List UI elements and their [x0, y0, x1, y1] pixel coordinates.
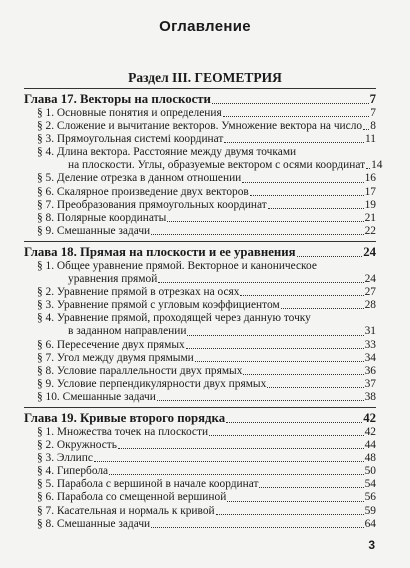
dot-leader: [158, 282, 363, 283]
toc-entry-page: 27: [364, 286, 376, 299]
toc-entry-page: 8: [370, 120, 376, 133]
toc-entry-text: уравнения прямой: [68, 273, 158, 286]
toc-entry: [24, 133, 376, 146]
chapter-heading: [24, 241, 376, 260]
toc-entry-text: § 1. Общее уравнение прямой. Векторное и каноническое: [37, 259, 317, 272]
toc-entry-text: § 2. Уравнение прямой в отрезках на осях: [37, 286, 240, 299]
toc-entry-text: § 5. Деление отрезка в данном отношении: [37, 172, 242, 185]
toc-entry-text: § 3. Прямоугольная системі координат: [37, 133, 224, 146]
toc-entry-text: § 10. Смешанные задачи: [37, 390, 156, 403]
toc-entry-page: 59: [364, 504, 376, 517]
toc-entry-page: 50: [364, 465, 376, 478]
dot-leader: [227, 501, 363, 502]
toc-entry-text: § 4. Длина вектора. Расстояние между двумя точками: [37, 146, 297, 159]
toc-entry-page: 54: [364, 478, 376, 491]
page-number: 3: [368, 538, 375, 552]
toc-entry-text: § 9. Смешанные задачи: [37, 224, 151, 237]
dot-leader: [224, 142, 364, 143]
dot-leader: [259, 487, 363, 488]
toc-entry-text: § 7. Касательная и нормаль к кривой: [37, 504, 215, 517]
toc-entry-page: 31: [364, 325, 376, 338]
dot-leader: [209, 435, 364, 436]
toc-entry-text: в заданном направлении: [68, 325, 187, 338]
toc-entry-page: 11: [365, 133, 376, 146]
toc-entry-text: § 1. Множества точек на плоскости: [37, 425, 209, 438]
chapter-title: Глава 18. Прямая на плоскости и ее уравнения: [24, 244, 296, 259]
chapter-page: 42: [363, 410, 376, 425]
dot-leader: [268, 208, 364, 209]
toc-entry: [24, 505, 376, 518]
dot-leader: [216, 514, 364, 515]
toc-entry-page: 33: [364, 338, 376, 351]
dot-leader: [195, 361, 364, 362]
toc-entry: [24, 365, 376, 378]
dot-leader: [187, 335, 363, 336]
toc-entry: [24, 186, 376, 199]
dot-leader: [281, 308, 364, 309]
toc-entry-page: 14: [371, 159, 383, 172]
toc-entry-text: § 4. Уравнение прямой, проходящей через данную точку: [37, 312, 311, 325]
dot-leader: [363, 129, 369, 130]
dot-leader: [157, 400, 364, 401]
toc-entry: [24, 212, 376, 225]
chapter-heading: [24, 407, 376, 426]
toc-entry-text: на плоскости. Углы, образуемые вектором с осями координат: [68, 159, 366, 172]
toc-entry: [24, 391, 376, 404]
toc-entry: [24, 159, 383, 172]
toc-entry-text: § 2. Окружность: [37, 439, 117, 452]
toc-entry-text: § 7. Преобразования прямоугольных координат: [37, 198, 267, 211]
dot-leader: [243, 374, 363, 375]
toc-entry-text: § 3. Эллипс: [37, 452, 93, 465]
toc-entry-page: 24: [364, 273, 376, 286]
chapter-title: Глава 17. Векторы на плоскости: [24, 92, 211, 106]
dot-leader: [186, 348, 364, 349]
toc-entry-text: § 6. Парабола со смещенной вершиной: [37, 491, 227, 504]
toc-entry: [24, 352, 376, 365]
toc-entry-text: § 6. Пересечение двух прямых: [37, 338, 185, 351]
table-of-contents: [24, 88, 383, 531]
chapter-heading: [24, 88, 376, 107]
toc-entry: [24, 107, 376, 120]
toc-entry: [24, 120, 376, 133]
dot-leader: [94, 461, 364, 462]
toc-entry: [24, 199, 376, 212]
toc-entry-text: § 7. Угол между двумя прямыми: [37, 351, 194, 364]
toc-entry-page: 37: [364, 377, 376, 390]
toc-entry-text: § 3. Уравнение прямой с угловым коэффициентом: [37, 299, 280, 312]
toc-entry-page: 28: [364, 299, 376, 312]
toc-entry-page: 19: [364, 198, 376, 211]
toc-entry: [24, 312, 376, 325]
chapter-page: 7: [369, 92, 376, 106]
toc-entry-text: § 9. Условие перпендикулярности двух прямых: [37, 377, 267, 390]
dot-leader: [240, 295, 363, 296]
toc-entry: [24, 378, 376, 391]
toc-entry-page: 16: [364, 172, 376, 185]
toc-entry-page: 17: [364, 185, 376, 198]
toc-entry: [24, 146, 376, 159]
toc-entry: [24, 426, 376, 439]
toc-entry: [24, 339, 376, 352]
toc-entry: [24, 491, 376, 504]
toc-entry: [24, 439, 376, 452]
toc-entry: [24, 172, 376, 185]
toc-entry-page: 38: [364, 390, 376, 403]
section-title: Раздел III. ГЕОМЕТРИЯ: [128, 70, 282, 85]
toc-entry: [24, 452, 376, 465]
toc-entry-page: 36: [364, 364, 376, 377]
dot-leader: [118, 448, 364, 449]
toc-entry-text: § 5. Парабола с вершиной в начале координат: [37, 478, 259, 491]
toc-entry: [24, 273, 376, 286]
dot-leader: [151, 527, 363, 528]
toc-entry: [24, 478, 376, 491]
dot-leader: [250, 195, 364, 196]
dot-leader: [212, 103, 369, 104]
toc-entry-page: 44: [364, 439, 376, 452]
toc-entry-page: 22: [364, 224, 376, 237]
toc-entry-page: 56: [364, 491, 376, 504]
dot-leader: [242, 182, 363, 183]
toc-entry-page: 64: [364, 517, 376, 530]
chapter-title: Глава 19. Кривые второго порядка: [24, 410, 226, 425]
page-title: Оглавление: [159, 18, 251, 35]
toc-entry-text: § 6. Скалярное произведение двух векторов: [37, 185, 249, 198]
dot-leader: [366, 168, 370, 169]
toc-entry-page: 7: [370, 107, 376, 119]
toc-entry: [24, 225, 376, 238]
toc-entry-page: 21: [364, 211, 376, 224]
toc-entry: [24, 286, 376, 299]
toc-entry-text: § 8. Смешанные задачи: [37, 517, 151, 530]
dot-leader: [267, 387, 363, 388]
toc-entry-text: § 1. Основные понятия и определения: [37, 107, 222, 119]
toc-entry-page: 48: [364, 452, 376, 465]
toc-entry: [24, 260, 376, 273]
chapter-page: 24: [363, 244, 376, 259]
dot-leader: [167, 221, 363, 222]
dot-leader: [226, 422, 362, 423]
toc-entry: [24, 518, 376, 531]
toc-entry: [24, 299, 376, 312]
toc-entry-text: § 8. Условие параллельности двух прямых: [37, 364, 243, 377]
toc-entry-text: § 8. Полярные координаты: [37, 211, 167, 224]
dot-leader: [223, 116, 370, 117]
dot-leader: [297, 256, 363, 257]
toc-entry-text: § 2. Сложение и вычитание векторов. Умножение вектора на число: [37, 120, 363, 133]
dot-leader: [151, 234, 363, 235]
toc-entry-page: 34: [364, 351, 376, 364]
toc-entry-text: § 4. Гипербола: [37, 465, 109, 478]
toc-entry: [24, 465, 376, 478]
dot-leader: [109, 474, 364, 475]
toc-entry: [24, 325, 376, 338]
toc-entry-page: 42: [364, 425, 376, 438]
